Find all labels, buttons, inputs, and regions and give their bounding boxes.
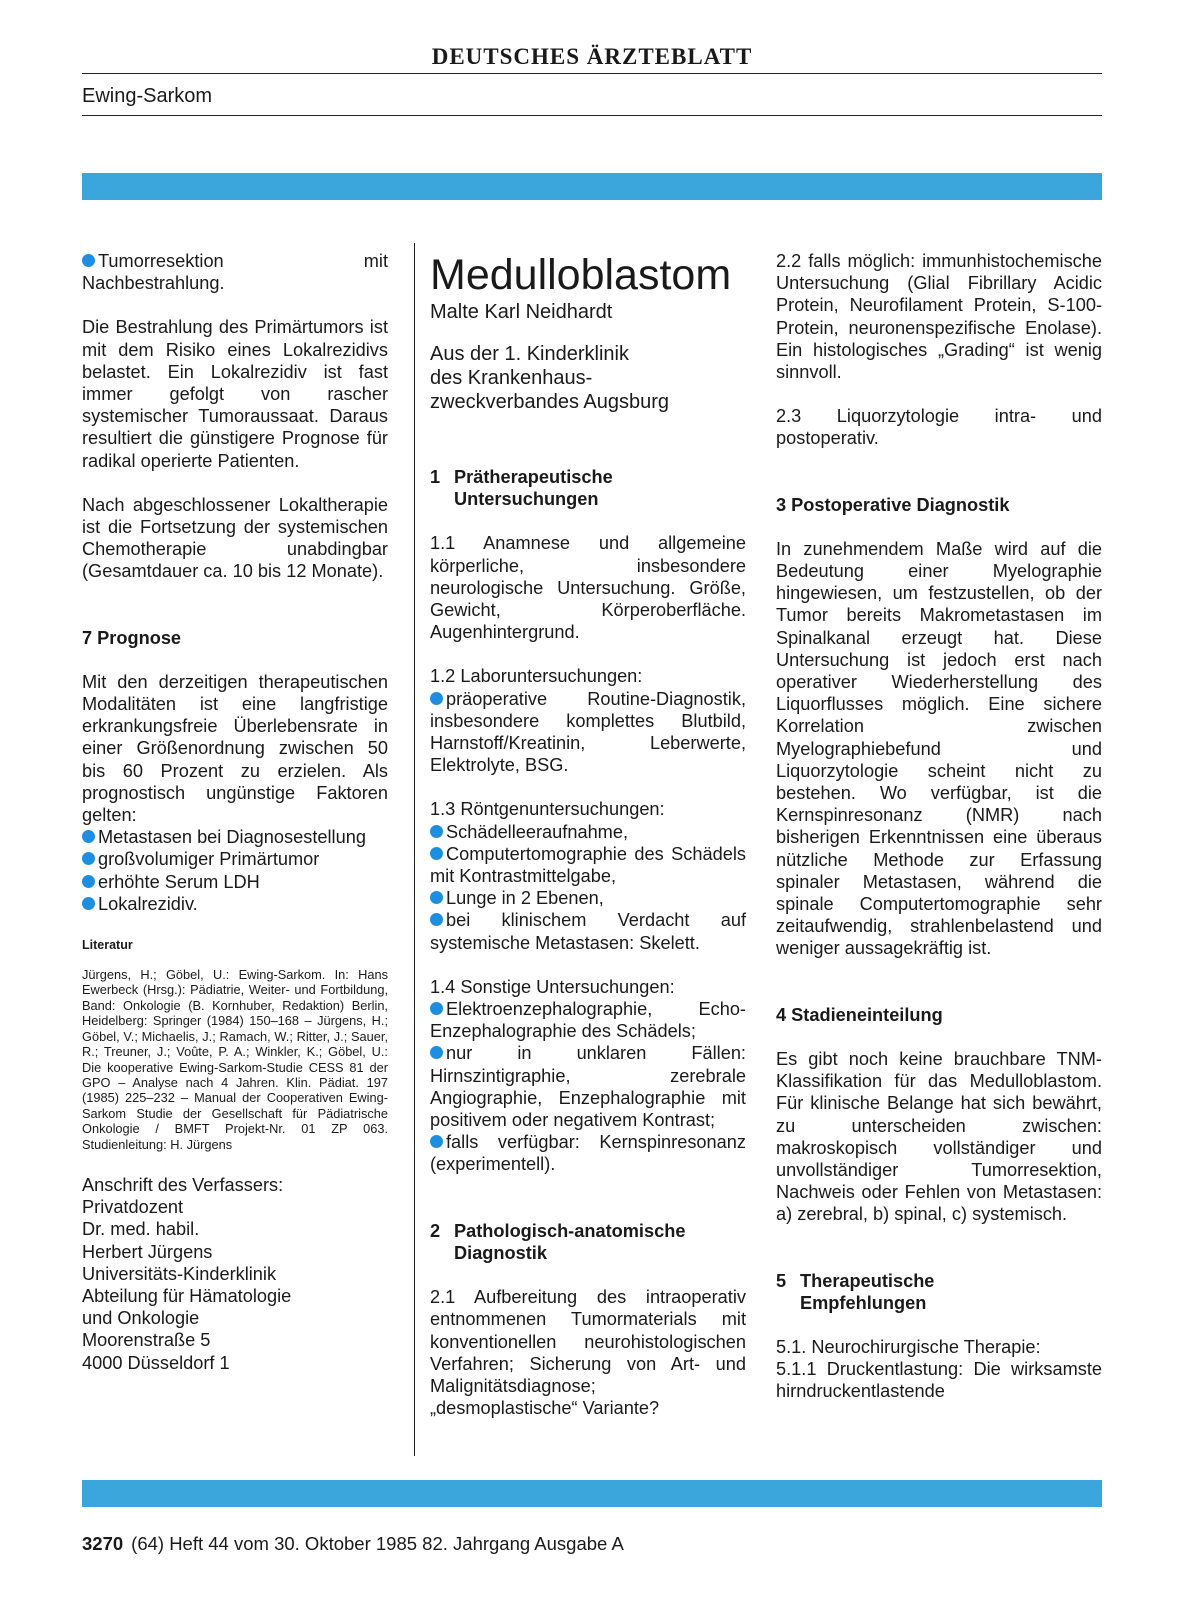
issue-info: (64) Heft 44 vom 30. Oktober 1985 82. Jahrgang Ausgabe A <box>131 1533 624 1554</box>
masthead: DEUTSCHES ÄRZTEBLATT <box>431 44 753 69</box>
middle-column <box>430 250 746 1419</box>
section-heading-3: 3 Postoperative Diagnostik <box>776 494 1010 515</box>
column-divider <box>414 243 415 1456</box>
paragraph: 1.1 Anamnese und allgemeine körperliche, insbesondere neurologische Untersuchung. Größe, Gewicht, Körperoberfläche. Augenhintergrund. <box>430 533 746 643</box>
page-footer <box>82 1533 624 1555</box>
subheading: 1.4 Sonstige Untersuchungen: <box>430 976 675 997</box>
subheading: 1.2 Laboruntersuchungen: <box>430 666 643 687</box>
paragraph: 5.1.1 Druckentlastung: Die wirksamste hirndruckentlastende <box>776 1359 1102 1402</box>
masthead-rule <box>82 73 1102 74</box>
section-heading-2: 2 Pathologisch-anatomische Diagnostik <box>430 1220 686 1263</box>
subheading: 1.3 Röntgenuntersuchungen: <box>430 799 665 820</box>
bullet-item: Tumorresektion mit Nachbestrahlung. <box>82 251 388 294</box>
paragraph: Nach abgeschlossener Lokaltherapie ist die Fortsetzung der systemischen Chemotherapie unabdingbar (Gesamtdauer ca. 10 bis 12 Monate). <box>82 494 388 582</box>
right-column <box>776 250 1102 1403</box>
bullet-item: Metastasen bei Diagnosestellung <box>82 826 388 848</box>
bullet-item: Computertomographie des Schädels mit Kontrastmittelgabe, <box>430 843 746 887</box>
bullet-item: nur in unklaren Fällen: Hirnszintigraphie, zerebrale Angiographie, Enzephalographie mit positivem oder negativem Kontrast; <box>430 1043 746 1131</box>
bullet-icon <box>430 847 443 860</box>
article-author: Malte Karl Neidhardt <box>430 301 613 323</box>
section-heading-4: 4 Stadieneinteilung <box>776 1004 943 1025</box>
bullet-icon <box>430 891 443 904</box>
paragraph: Es gibt noch keine brauchbare TNM-Klassifikation für das Medulloblastom. Für klinische Belange hat sich bewährt, zu unterscheiden zwischen: makroskopisch vollständiger und unvollständiger Tumorresektion, Nachweis oder Fehlen von Metastasen: a) zerebral, b) spinal, c) systemisch. <box>776 1048 1102 1225</box>
paragraph: Mit den derzeitigen therapeutischen Modalitäten ist eine langfristige erkrankungsfreie Überlebensrate in einer Größenordnung zwischen 50 bis 60 Prozent zu erzielen. Als prognostisch ungünstige Faktoren gelten: <box>82 671 388 826</box>
subheading: 5.1. Neurochirurgische Therapie: <box>776 1336 1041 1357</box>
bullet-icon <box>430 825 443 838</box>
bullet-icon <box>82 897 95 910</box>
paragraph: 2.1 Aufbereitung des intraoperativ entnommenen Tumormaterials mit konventionellen neurohistologischen Verfahren; Sicherung von Art- und Malignitätsdiagnose; „desmoplastische“ Variante? <box>430 1287 746 1419</box>
bullet-item: großvolumiger Primärtumor <box>82 848 388 870</box>
page-number: 3270 <box>82 1533 124 1554</box>
bullet-icon <box>82 852 95 865</box>
paragraph: In zunehmendem Maße wird auf die Bedeutung einer Myelographie hingewiesen, um festzustellen, ob der Tumor bereits Makrometastasen im Spinalkanal erzeugt hat. Diese Untersuchung ist jedoch erst nach operativer Wiederherstellung des Liquorflusses möglich. Eine sichere Korrelation zwischen Myelographiebefund und Liquorzytologie scheint nicht zu bestehen. Wo verfügbar, ist die Kernspinresonanz (NMR) nach bisherigen Erkenntnissen eine überaus nützliche Methode zur Erfassung spinaler Metastasen, während die spinale Computertomographie sehr zeitaufwendig, strahlenbelastend und weniger aussagekräftig ist. <box>776 538 1102 959</box>
section-heading-5: 5 Therapeutische Empfehlungen <box>776 1270 935 1313</box>
bullet-item: erhöhte Serum LDH <box>82 871 388 893</box>
left-column <box>82 250 388 1374</box>
bullet-icon <box>82 830 95 843</box>
section-heading-1: 1 Prätherapeutische Untersuchungen <box>430 467 613 510</box>
author-address: Anschrift des Verfassers: Privatdozent Dr. med. habil. Herbert Jürgens Universitäts-Kinderklinik Abteilung für Hämatologie und Onkologie Moorenstraße 5 4000 Düsseldorf 1 <box>82 1174 292 1373</box>
article-title: Medulloblastom <box>430 251 732 299</box>
bullet-icon <box>82 875 95 888</box>
bullet-item: präoperative Routine-Diagnostik, insbesondere komplettes Blutbild, Harnstoff/Kreatinin, Leberwerte, Elektrolyte, BSG. <box>430 688 746 776</box>
bullet-icon <box>430 913 443 926</box>
literatur-title: Literatur <box>82 938 133 953</box>
top-color-band <box>82 173 1102 200</box>
bottom-color-band <box>82 1480 1102 1507</box>
paragraph: 2.3 Liquorzytologie intra- und postoperativ. <box>776 406 1102 449</box>
bullet-icon <box>82 254 95 267</box>
literatur-text: Jürgens, H.; Göbel, U.: Ewing-Sarkom. In: Hans Ewerbeck (Hrsg.): Pädiatrie, Weiter- und Fortbildung, Band: Onkologie (B. Kornhuber, Redaktion) Berlin, Heidelberg: Springer (1984) 150–168 – Jürgens, H.; Göbel, V.; Michaelis, J.; Ramach, W.; Ritter, J.; Sauer, R.; Treuner, J.; Voûte, P. A.; Winkler, K.; Göbel, U.: Die kooperative Ewing-Sarkom-Studie CESS 81 der GPO – Analyse nach 4 Jahren. Klin. Pädiat. 197 (1985) 225–232 – Manual der Cooperativen Ewing-Sarkom Studie der Gesellschaft für Pädiatrische Onkologie / BMFT Projekt-Nr. 01 ZP 063. Studienleitung: H. Jürgens <box>82 967 388 1152</box>
section-rule <box>82 115 1102 116</box>
bullet-item: falls verfügbar: Kernspinresonanz (experimentell). <box>430 1132 746 1175</box>
bullet-icon <box>430 1046 443 1059</box>
bullet-item: Lokalrezidiv. <box>82 893 388 915</box>
bullet-item: bei klinischem Verdacht auf systemische Metastasen: Skelett. <box>430 910 746 953</box>
bullet-item: Schädelleeraufnahme, <box>430 821 746 843</box>
paragraph: Die Bestrahlung des Primärtumors ist mit dem Risiko eines Lokalrezidivs belastet. Ein Lokalrezidiv ist fast immer gefolgt von rascher systemischer Tumoraussaat. Daraus resultiert die günstigere Prognose für radikal operierte Patienten. <box>82 317 388 471</box>
bullet-item: Lunge in 2 Ebenen, <box>430 887 746 909</box>
section-heading-prognose: 7 Prognose <box>82 627 182 648</box>
affiliation: Aus der 1. Kinderklinik des Krankenhaus- zweckverbandes Augsburg <box>430 343 670 413</box>
bullet-icon <box>430 1135 443 1148</box>
section-label: Ewing-Sarkom <box>82 85 213 107</box>
paragraph: 2.2 falls möglich: immunhistochemische Untersuchung (Glial Fibrillary Acidic Protein, Neurofilament Protein, S-100-Protein, neuronenspezifische Enolase). Ein histologisches „Grading“ ist wenig sinnvoll. <box>776 251 1102 383</box>
bullet-item: Elektroenzephalographie, Echo-Enzephalographie des Schädels; <box>430 999 746 1042</box>
bullet-icon <box>430 1002 443 1015</box>
bullet-icon <box>430 692 443 705</box>
